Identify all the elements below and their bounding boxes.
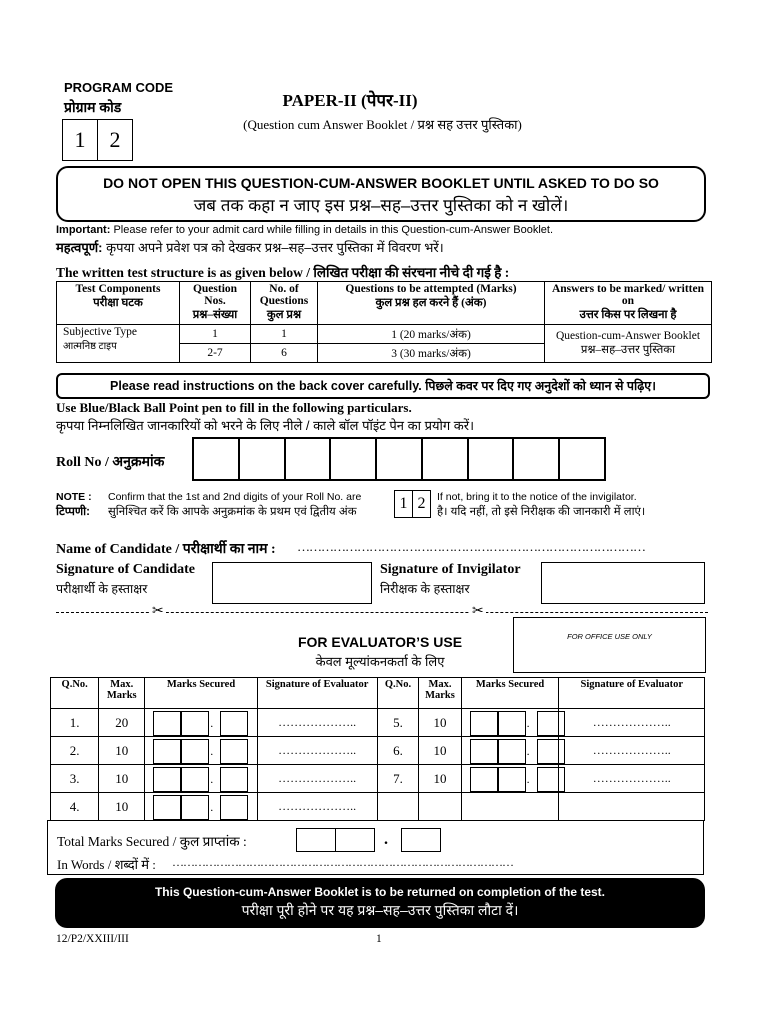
program-code-digit-1: 1 [62, 119, 98, 161]
marks-decimal-point: . [210, 772, 214, 786]
header-cell [180, 282, 251, 325]
roll-no-digit-box[interactable] [423, 437, 469, 481]
answer-en: Question-cum-Answer Booklet [555, 330, 701, 342]
empty-cell [559, 793, 705, 821]
marks-header-cell: Q.No. [51, 678, 99, 709]
header-en: Test Components [75, 283, 161, 295]
pen-instruction-hindi: कृपया निम्नलिखित जानकारियों को भरने के लिए नीले / काले बॉल पॉइंट पेन का प्रयोग करें। [56, 418, 475, 433]
component-en: Subjective Type [63, 326, 138, 338]
return-banner [55, 878, 705, 928]
marks-decimal-box[interactable] [220, 711, 248, 736]
marks-header-cell: Max. Marks [99, 678, 145, 709]
signature-invigilator-label-hindi: निरीक्षक के हस्ताक्षर [380, 582, 470, 596]
max-marks-cell: 10 [419, 709, 461, 737]
marks-secured-cell [145, 765, 258, 793]
roll-no-digit-box[interactable] [192, 437, 240, 481]
header-cell [57, 282, 180, 325]
marks-decimal-point: . [526, 716, 530, 730]
marks-digit-box[interactable] [470, 711, 498, 736]
scissors-icon: ✂ [152, 604, 164, 619]
max-marks-cell: 10 [99, 737, 145, 765]
return-banner-english: This Question-cum-Answer Booklet is to be returned on completion of the test. [154, 885, 606, 899]
paper-title: PAPER-II (पेपर-II) [282, 91, 418, 110]
marks-decimal-box[interactable] [537, 711, 565, 736]
return-banner-hindi: परीक्षा पूरी होने पर यह प्रश्न–सह–उत्तर पुस्तिका लौटा दें। [241, 902, 519, 918]
important-label: Important: [56, 224, 111, 236]
roll-no-boxes [192, 437, 606, 481]
note-label-hindi: टिप्पणी: [56, 506, 90, 518]
attempt-cell: 3 (30 marks/अंक) [318, 344, 545, 363]
marks-decimal-box[interactable] [220, 795, 248, 820]
pen-instruction: Use Blue/Black Ball Point pen to fill in the following particulars. [56, 400, 412, 415]
in-words-field[interactable]: ………………………………………………………………………………… [172, 855, 513, 869]
important-note [56, 224, 553, 236]
max-marks-cell: 10 [419, 737, 461, 765]
marks-digit-box[interactable] [153, 795, 181, 820]
evaluator-signature-cell[interactable]: ……………….. [257, 737, 377, 765]
marks-decimal-box[interactable] [537, 767, 565, 792]
marks-decimal-point: . [210, 744, 214, 758]
attempt-cell: 1 (20 marks/अंक) [318, 325, 545, 344]
question-number-cell: 3. [51, 765, 99, 793]
marks-table-grid [50, 677, 705, 821]
qnos-cell: 2-7 [180, 344, 251, 363]
program-code-digit-2: 2 [97, 119, 133, 161]
header-hi: कुल प्रश्न [266, 309, 302, 321]
header-hi: प्रश्न–संख्या [192, 309, 238, 321]
program-code-label: PROGRAM CODE [64, 80, 174, 95]
marks-digit-box[interactable] [498, 711, 526, 736]
total-decimal-point: . [384, 831, 388, 848]
note-digit-1: 1 [394, 490, 413, 518]
roll-no-digit-box[interactable] [331, 437, 377, 481]
marks-secured-cell [461, 737, 559, 765]
total-digit-box[interactable] [296, 828, 336, 852]
max-marks-cell: 10 [99, 765, 145, 793]
marks-row [51, 709, 705, 737]
marks-secured-cell [461, 709, 559, 737]
evaluator-signature-cell[interactable]: ……………….. [559, 737, 705, 765]
header-en: Questions to be attempted (Marks) [345, 283, 517, 295]
evaluator-title-hindi: केवल मूल्यांकनकर्ता के लिए [315, 654, 445, 669]
marks-digit-box[interactable] [498, 767, 526, 792]
marks-digit-box[interactable] [181, 795, 209, 820]
max-marks-cell: 20 [99, 709, 145, 737]
max-marks-cell: 10 [99, 793, 145, 821]
marks-decimal-box[interactable] [220, 767, 248, 792]
important-note-hindi [56, 238, 444, 256]
header-en: Answers to be marked/ written on [551, 283, 705, 307]
marks-row [51, 793, 705, 821]
page-number: 1 [376, 933, 382, 945]
total-decimal-box[interactable] [401, 828, 441, 852]
roll-no-digit-box[interactable] [469, 437, 515, 481]
component-cell [57, 325, 180, 363]
marks-digit-box[interactable] [181, 767, 209, 792]
header-hi: परीक्षा घटक [93, 297, 143, 309]
page-code: 12/P2/XXIII/III [56, 933, 129, 945]
count-cell: 6 [251, 344, 318, 363]
evaluator-signature-cell[interactable]: ……………….. [559, 765, 705, 793]
note-digit-2: 2 [412, 490, 431, 518]
roll-no-digit-box[interactable] [286, 437, 332, 481]
header-hi: उत्तर किस पर लिखना है [579, 309, 677, 321]
marks-decimal-point: . [526, 772, 530, 786]
marks-header-cell: Marks Secured [145, 678, 258, 709]
signature-invigilator-label: Signature of Invigilator [380, 562, 521, 577]
note-after-hindi: है। यदि नहीं, तो इसे निरीक्षक की जानकारी में लाएं। [437, 506, 646, 518]
answer-hi: प्रश्न–सह–उत्तर पुस्तिका [580, 344, 676, 356]
instructions-banner: Please read instructions on the back cover carefully. पिछले कवर पर दिए गए अनुदेशों को ध्यान से पढ़िए। [56, 373, 710, 399]
empty-cell [419, 793, 461, 821]
candidate-name-field[interactable]: …………………………………………………………………………… [297, 539, 645, 554]
marks-digit-box[interactable] [470, 739, 498, 764]
structure-table [56, 281, 712, 363]
roll-no-digit-box[interactable] [560, 437, 606, 481]
marks-decimal-point: . [210, 800, 214, 814]
question-number-cell: 1. [51, 709, 99, 737]
marks-row [51, 765, 705, 793]
roll-no-digit-box[interactable] [240, 437, 286, 481]
marks-secured-cell [145, 793, 258, 821]
signature-candidate-box[interactable] [212, 562, 372, 604]
structure-heading: The written test structure is as given below / लिखित परीक्षा की संरचना नीचे दी गई है : [56, 265, 510, 280]
evaluator-signature-cell[interactable]: ……………….. [257, 709, 377, 737]
marks-secured-cell [461, 765, 559, 793]
marks-decimal-box[interactable] [220, 739, 248, 764]
marks-row [51, 737, 705, 765]
question-number-cell: 7. [377, 765, 419, 793]
office-use-box [513, 617, 706, 673]
marks-digit-box[interactable] [470, 767, 498, 792]
important-text: Please refer to your admit card while filling in details in this Question-cum-Answer Booklet. [113, 224, 554, 236]
signature-candidate-label: Signature of Candidate [56, 562, 195, 577]
warning-hindi: जब तक कहा न जाए इस प्रश्न–सह–उत्तर पुस्तिका को न खोलें। [193, 196, 569, 215]
qnos-cell: 1 [180, 325, 251, 344]
marks-digit-box[interactable] [181, 711, 209, 736]
component-hi: आत्मनिष्ठ टाइप [63, 341, 117, 352]
empty-cell [461, 793, 559, 821]
in-words-label: In Words / शब्दों में : [57, 857, 156, 872]
marks-table [50, 677, 705, 816]
total-label: Total Marks Secured / कुल प्राप्तांक : [57, 834, 247, 849]
max-marks-cell: 10 [419, 765, 461, 793]
roll-no-digit-box[interactable] [514, 437, 560, 481]
note-label: NOTE : [56, 491, 92, 503]
count-cell: 1 [251, 325, 318, 344]
scissors-icon: ✂ [472, 604, 484, 619]
program-code-label-hindi: प्रोग्राम कोड [64, 99, 122, 115]
warning-box [56, 166, 706, 222]
marks-header-cell: Q.No. [377, 678, 419, 709]
header-cell [545, 282, 712, 325]
note-text: Confirm that the 1st and 2nd digits of your Roll No. are [108, 491, 362, 503]
marks-decimal-point: . [526, 744, 530, 758]
roll-no-digit-box[interactable] [377, 437, 423, 481]
marks-digit-box[interactable] [153, 767, 181, 792]
header-cell [251, 282, 318, 325]
candidate-name-label: Name of Candidate / परीक्षार्थी का नाम : [56, 542, 276, 557]
total-digit-box[interactable] [335, 828, 375, 852]
marks-header-cell: Signature of Evaluator [559, 678, 705, 709]
office-use-label: FOR OFFICE USE ONLY [567, 632, 652, 641]
question-number-cell: 5. [377, 709, 419, 737]
marks-header-cell: Max. Marks [419, 678, 461, 709]
marks-header-row [51, 678, 705, 709]
empty-cell [377, 793, 419, 821]
marks-secured-cell [145, 709, 258, 737]
question-number-cell: 4. [51, 793, 99, 821]
important-text-hindi: कृपया अपने प्रवेश पत्र को देखकर प्रश्न–सह–उत्तर पुस्तिका में विवरण भरें। [106, 240, 444, 255]
header-en: No. of Questions [259, 283, 309, 307]
warning-english: DO NOT OPEN THIS QUESTION-CUM-ANSWER BOOKLET UNTIL ASKED TO DO SO [103, 175, 659, 191]
note-after: If not, bring it to the notice of the invigilator. [437, 491, 637, 503]
evaluator-title: FOR EVALUATOR’S USE [297, 634, 463, 650]
signature-candidate-label-hindi: परीक्षार्थी के हस्ताक्षर [56, 582, 148, 596]
note-text-hindi: सुनिश्चित करें कि आपके अनुक्रमांक के प्रथम एवं द्वितीय अंक [108, 506, 357, 518]
total-box [47, 820, 704, 875]
important-label-hindi: महत्वपूर्ण: [56, 240, 103, 255]
evaluator-signature-cell[interactable]: ……………….. [257, 793, 377, 821]
marks-digit-box[interactable] [498, 739, 526, 764]
evaluator-signature-cell[interactable]: ……………….. [559, 709, 705, 737]
header-hi: कुल प्रश्न हल करने हैं (अंक) [375, 297, 487, 309]
answer-cell [545, 325, 712, 363]
header-cell [318, 282, 545, 325]
marks-secured-cell [145, 737, 258, 765]
question-number-cell: 2. [51, 737, 99, 765]
evaluator-signature-cell[interactable]: ……………….. [257, 765, 377, 793]
header-en: Question Nos. [192, 283, 238, 307]
marks-decimal-point: . [210, 716, 214, 730]
marks-decimal-box[interactable] [537, 739, 565, 764]
marks-digit-box[interactable] [153, 739, 181, 764]
signature-invigilator-box[interactable] [541, 562, 705, 604]
marks-digit-box[interactable] [153, 711, 181, 736]
marks-header-cell: Signature of Evaluator [257, 678, 377, 709]
marks-header-cell: Marks Secured [461, 678, 559, 709]
structure-header-row [57, 282, 712, 325]
roll-no-label: Roll No / अनुक्रमांक [56, 455, 165, 470]
paper-subtitle: (Question cum Answer Booklet / प्रश्न सह उत्तर पुस्तिका) [243, 117, 522, 132]
question-number-cell: 6. [377, 737, 419, 765]
structure-row [57, 325, 712, 344]
marks-digit-box[interactable] [181, 739, 209, 764]
